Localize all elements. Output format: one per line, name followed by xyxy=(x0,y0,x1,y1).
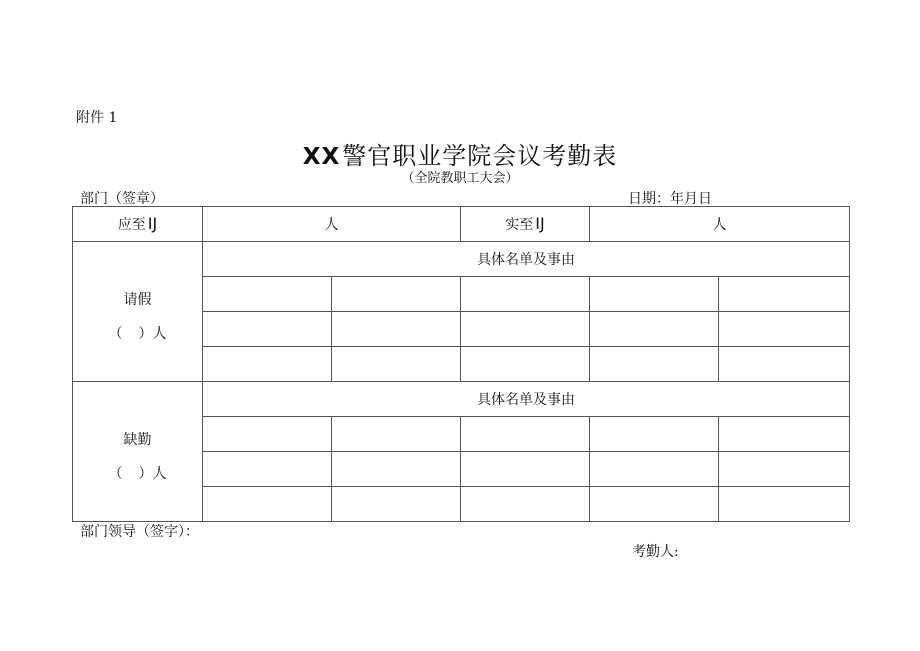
absence-cell[interactable] xyxy=(590,452,719,487)
leader-sign-label: 部门领导（签字）： xyxy=(80,524,199,540)
leave-cell[interactable] xyxy=(332,277,461,312)
checker-label: 考勤人: xyxy=(632,544,679,560)
expected-count-cell[interactable] xyxy=(203,207,461,242)
leave-cell[interactable] xyxy=(203,277,332,312)
leave-detail-header: 具体名单及事由 xyxy=(203,242,850,277)
leave-count-close: ）人 xyxy=(138,326,167,342)
absence-detail-header: 具体名单及事由 xyxy=(203,382,850,417)
actual-label: 实至 xyxy=(505,217,534,233)
leave-cell[interactable] xyxy=(461,312,590,347)
leave-header-row xyxy=(73,242,850,277)
attachment-label: 附件 1 xyxy=(76,110,118,126)
absence-cell[interactable] xyxy=(332,417,461,452)
absence-cell[interactable] xyxy=(203,452,332,487)
absence-label-cell xyxy=(73,382,203,522)
absence-cell[interactable] xyxy=(203,487,332,522)
leave-cell[interactable] xyxy=(590,277,719,312)
absence-cell[interactable] xyxy=(719,417,850,452)
actual-label-cell xyxy=(461,207,590,242)
absence-cell[interactable] xyxy=(461,487,590,522)
absence-cell[interactable] xyxy=(332,452,461,487)
leave-cell[interactable] xyxy=(461,277,590,312)
leave-cell[interactable] xyxy=(719,312,850,347)
absence-cell[interactable] xyxy=(590,417,719,452)
summary-row xyxy=(73,207,850,242)
leave-cell[interactable] xyxy=(203,347,332,382)
leave-count-open: （ xyxy=(108,326,123,342)
absence-count-open: （ xyxy=(108,466,123,482)
title-main: 警官职业学院会议考勤表 xyxy=(342,142,618,170)
absence-count-close: ）人 xyxy=(138,466,167,482)
absence-header-row xyxy=(73,382,850,417)
expected-label-cell xyxy=(73,207,203,242)
leave-cell[interactable] xyxy=(590,347,719,382)
attendance-table xyxy=(72,206,850,522)
absence-cell[interactable] xyxy=(461,417,590,452)
document-title xyxy=(0,136,920,171)
actual-count-cell[interactable] xyxy=(590,207,850,242)
leave-cell[interactable] xyxy=(719,277,850,312)
actual-unit: 人 xyxy=(712,217,727,233)
leave-cell[interactable] xyxy=(332,312,461,347)
absence-cell[interactable] xyxy=(332,487,461,522)
leave-cell[interactable] xyxy=(461,347,590,382)
absence-cell[interactable] xyxy=(590,487,719,522)
leave-cell[interactable] xyxy=(719,347,850,382)
leave-cell[interactable] xyxy=(203,312,332,347)
absence-cell[interactable] xyxy=(719,487,850,522)
date-label: 日期：年月日 xyxy=(628,191,712,207)
document-subtitle: （全院教职工大会） xyxy=(401,171,519,186)
leave-count xyxy=(73,323,202,343)
expected-unit: 人 xyxy=(324,217,339,233)
expected-suffix: IJ xyxy=(147,214,158,233)
absence-cell[interactable] xyxy=(719,452,850,487)
title-prefix: XX xyxy=(302,144,341,170)
absence-cell[interactable] xyxy=(203,417,332,452)
absence-count xyxy=(73,463,202,483)
leave-title: 请假 xyxy=(123,292,152,308)
department-sign-label: 部门（签章） xyxy=(80,191,164,207)
absence-title: 缺勤 xyxy=(123,432,152,448)
absence-cell[interactable] xyxy=(461,452,590,487)
leave-cell[interactable] xyxy=(332,347,461,382)
actual-suffix: IJ xyxy=(535,214,545,233)
leave-label-cell xyxy=(73,242,203,382)
expected-label: 应至 xyxy=(117,217,146,233)
leave-cell[interactable] xyxy=(590,312,719,347)
